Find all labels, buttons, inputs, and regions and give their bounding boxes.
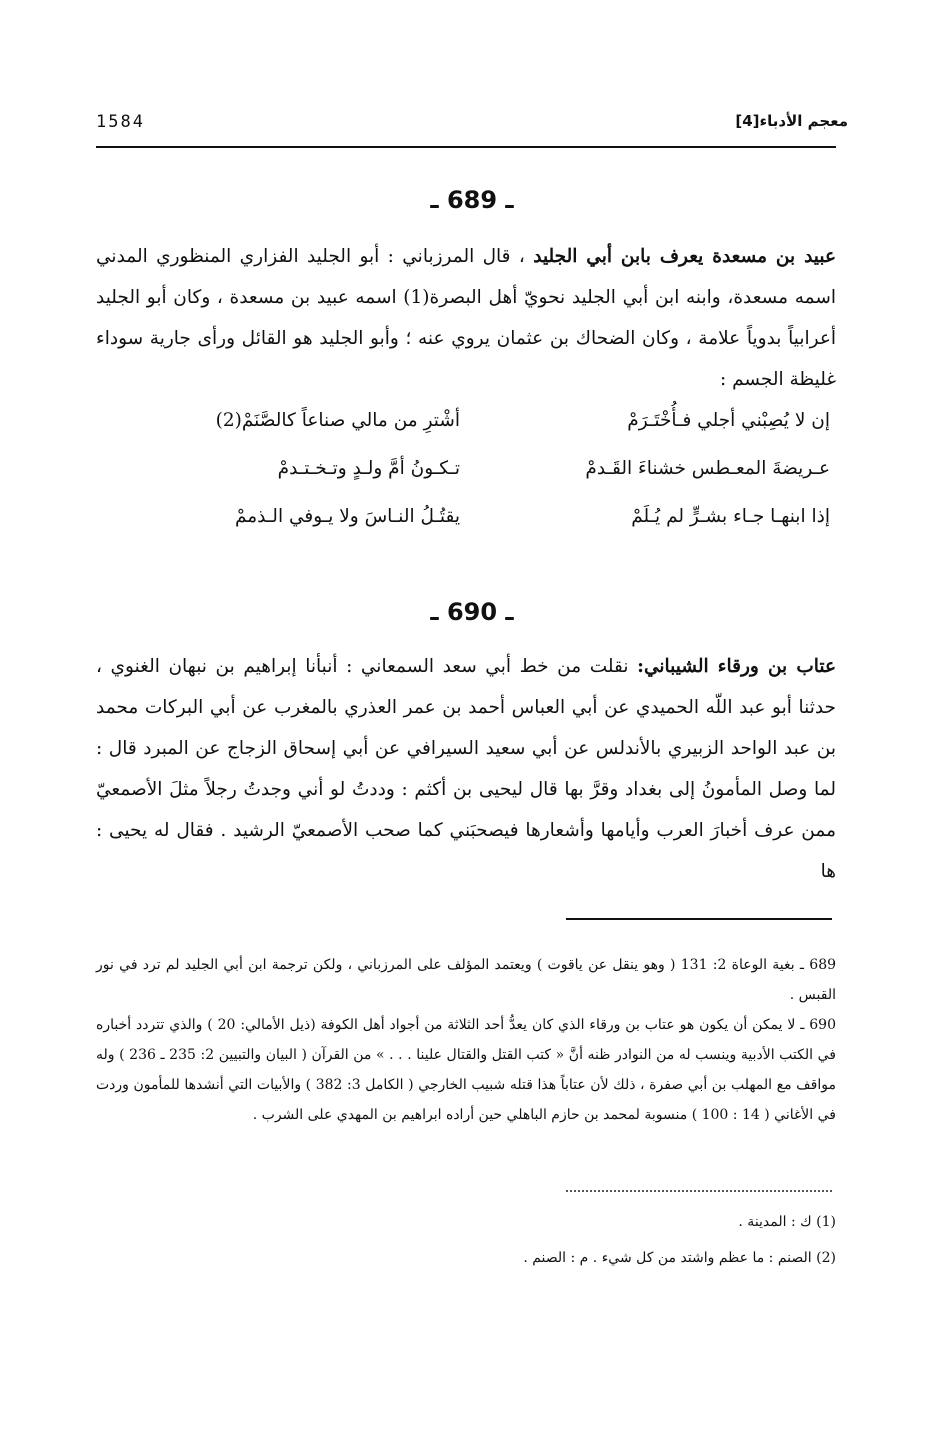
poem-line xyxy=(130,410,830,458)
poem-hemistich-first: إذا ابنهـا جـاء بشـرٍّ لم يُـلَمْ xyxy=(631,506,830,527)
footnote-690 xyxy=(96,1010,836,1130)
dotted-rule xyxy=(566,1190,832,1192)
footnote-number: 690 xyxy=(809,1017,836,1033)
footnote-text: ـ لا يمكن أن يكون هو عتاب بن ورقاء الذي كان يعدُّ أحد الثلاثة من أجواد أهل الكوفة (ذيل الأمالي: 20 ) والذي تتردد أخباره في الكتب الأدبية وينسب له من النوادر ظنه أنَّ « كتب القتل والقتال علينا . . . » من القرآن ( البيان والتبيين 2: 235 ـ 236 ) وله مواقف مع المهلب بن أبي صفرة ، ذلك لأن عتاباً هذا قتله شبيب الخارجي ( الكامل 3: 382 ) والأبيات التي أنشدها للمأمون وردت في الأغاني ( 14 : 100 ) منسوبة لمحمد بن حازم الباهلي حين أراده ابراهيم بن المهدي على الشرب . xyxy=(96,1017,836,1123)
entry-690-body: نقلت من خط أبي سعد السمعاني : أنبأنا إبراهيم بن نبهان الغنوي ، حدثنا أبو عبد اللّه الحميدي عن أبي العباس أحمد بن عمر العذري بالمغرب عن أبي البركات محمد بن عبد الواحد الزبيري بالأندلس عن أبي سعيد السيرافي عن أبي إسحاق الزجاج عن المبرد قال : لما وصل المأمونُ إلى بغداد وقرَّ بها قال ليحيى بن أكثم : وددتُ لو أني وجدتُ رجلاً مثلَ الأصمعيّ ممن عرف أخبارَ العرب وأيامها وأشعارها فيصحبَني كما صحب الأصمعيّ الرشيد . فقال له يحيى : ها xyxy=(96,656,836,882)
footnote-text: ـ بغية الوعاة 2: 131 ( وهو ينقل عن ياقوت ) ويعتمد المؤلف على المرزباني ، ولكن ترجمة ابن أبي الجليد لم ترد في نور القبس . xyxy=(96,957,836,1003)
poem xyxy=(130,410,830,554)
entry-number-689: ـ 689 ـ xyxy=(430,186,514,214)
poem-line xyxy=(130,506,830,554)
poem-hemistich-second: يقتُـلُ النـاسَ ولا يـوفي الـذممْ xyxy=(234,506,460,527)
running-title: معجم الأدباء[4] xyxy=(735,112,848,130)
footnote-689 xyxy=(96,950,836,1010)
header-rule xyxy=(96,146,836,148)
footnote-number: 689 xyxy=(809,957,837,973)
poem-hemistich-second: أشْترِ من مالي صناعاً كالصَّنَمْ(2) xyxy=(215,410,460,431)
entry-689-text xyxy=(96,236,836,400)
poem-hemistich-first: إن لا يُصِبْني أجلي فـأُخْتَـرَمْ xyxy=(627,410,830,431)
poem-line xyxy=(130,458,830,506)
running-head xyxy=(96,112,848,142)
footnote-rule xyxy=(566,918,832,920)
note-1: (1) ك : المدينة . xyxy=(738,1214,836,1230)
entry-690-text xyxy=(96,646,836,892)
poem-hemistich-first: عـريضةَ المعـطس خشناءَ القَـدمْ xyxy=(585,458,830,479)
page-number: 1584 xyxy=(96,112,145,132)
entry-689-heading: عبيد بن مسعدة يعرف بابن أبي الجليد xyxy=(533,246,836,267)
poem-hemistich-second: تـكـونُ أمَّ ولـدٍ وتـخـتـدمْ xyxy=(277,458,460,479)
entry-number-690: ـ 690 ـ xyxy=(430,598,514,626)
note-2: (2) الصنم : ما عظم واشتد من كل شيء . م : الصنم . xyxy=(523,1250,836,1266)
entry-690-heading: عتاب بن ورقاء الشيباني: xyxy=(637,656,836,677)
entry-689-body: ، قال المرزباني : أبو الجليد الفزاري المنظوري المدني اسمه مسعدة، وابنه ابن أبي الجليد نحويّ أهل البصرة(1) اسمه عبيد بن مسعدة ، وكان أبو الجليد أعرابياً بدوياً علامة ، وكان الضحاك بن عثمان يروي عنه ؛ وأبو الجليد هو القائل ورأى جارية سوداء غليظة الجسم : xyxy=(96,246,836,390)
